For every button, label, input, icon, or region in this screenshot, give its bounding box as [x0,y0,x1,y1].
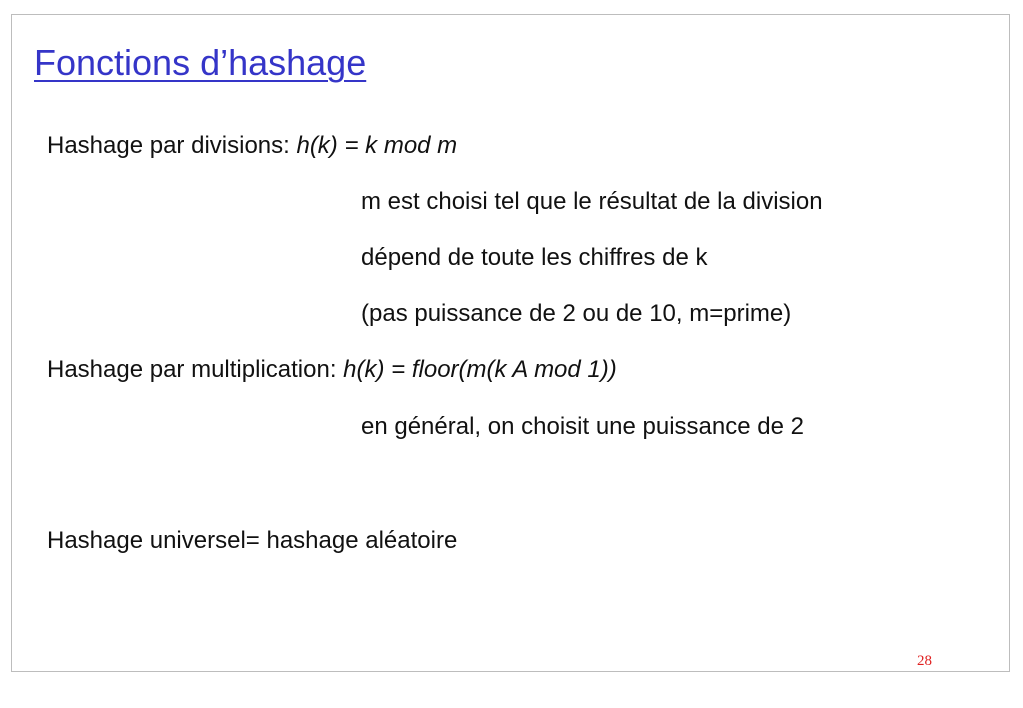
multiplication-hashing-formula: h(k) = floor(m(k A mod 1)) [343,356,617,383]
division-note-line-1: m est choisi tel que le résultat de la division [361,188,823,215]
division-hashing-formula: h(k) = k mod m [296,132,458,159]
slide-title: Fonctions d’hashage [34,42,367,83]
division-note-line-3: (pas puissance de 2 ou de 10, m=prime) [361,300,792,327]
multiplication-hashing-label: Hashage par multiplication: [47,356,344,383]
page-number: 28 [917,653,932,669]
multiplication-hashing-line [47,355,617,385]
division-hashing-line [47,131,457,161]
slide-frame [11,14,1010,672]
multiplication-note-line: en général, on choisit une puissance de 2 [361,413,804,440]
division-note-line-2: dépend de toute les chiffres de k [361,244,708,271]
division-hashing-label: Hashage par divisions: [47,132,297,159]
universal-hashing-line: Hashage universel= hashage aléatoire [47,527,458,554]
